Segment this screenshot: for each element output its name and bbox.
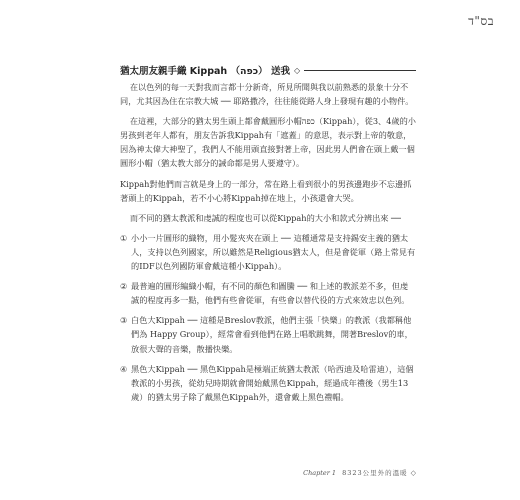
list-item-text: 黑色大Kippah ── 黑色Kippah是極端正統猶太教派（哈西迪及哈雷迪），這個教派的小男孩，從幼兒時期就會開始戴黑色Kippah，經過成年禮後（男生13歲）的猶太男子除了戴黑色Kippah外，還會戴上黑色禮帽。: [131, 363, 414, 402]
kippah-type-list: [120, 231, 416, 404]
body-paragraph: 而不同的猶太教派和虔誠的程度也可以從Kippah的大小和款式分辨出來 ──: [129, 212, 401, 223]
body-paragraph: 在以色列的每一天對我而言都十分新奇，所見所聞與我以前熟悉的景象十分不同，尤其因為住在宗教大城 ── 耶路撒冷，往往能從路人身上發現有趣的小物件。: [120, 82, 414, 107]
footer-chapter: Chapter 1: [303, 468, 337, 477]
list-marker: ①: [120, 232, 128, 243]
hebrew-header-mark: בס"ד: [468, 14, 494, 28]
list-item: [120, 313, 416, 355]
list-marker: ②: [120, 281, 128, 292]
footer-book-title: 8323公里外的溫暖: [342, 469, 408, 477]
list-item: [120, 231, 416, 273]
list-item-text: 白色大Kippah ── 這種是Breslov教派，他們主張「快樂」的教派（我都稱他們為 Happy Group），經常會看到他們在路上唱歌跳舞，開著Breslov的車，放很大聲的音樂，散播快樂。: [131, 315, 413, 354]
paragraph-list: [120, 80, 416, 225]
heading-rule: [304, 70, 416, 71]
section-title: 猶太朋友親手織 Kippah （כפה） 送我: [120, 66, 290, 77]
article-body: [120, 80, 416, 410]
body-paragraph: 在這裡，大部分的猶太男生頭上都會戴圓形小帽כפה（Kippah），從3、4歲的小男孩到老年人都有，朋友告訴我Kippah有「遮蓋」的意思，表示對上帝的敬意，因為神太偉大神聖了，我們人不能用頭直接對著上帝，因此男人們會在頭上戴一個圓形小帽（猶太教大部分的誡命都是男人要遵守）。: [120, 116, 416, 169]
list-item-text: 小小一片圓形的織物，用小髮夾夾在頭上 ── 這種通常是支持錫安主義的猶太人，支持以色列國家，所以雖然是Religious猶太人，但是會從軍（路上常見有的IDF以色列國防軍會戴這種小Kippah）。: [131, 232, 416, 272]
section-heading: [120, 63, 416, 77]
list-item: [120, 279, 416, 307]
body-paragraph: Kippah對他們而言就是身上的一部分，常在路上看到很小的男孩邊跑步不忘邊抓著頭上的Kippah，若不小心將Kippah掉在地上，小孩還會大哭。: [120, 178, 412, 203]
page-footer: [280, 468, 416, 477]
list-marker: ④: [120, 363, 128, 374]
list-marker: ③: [120, 315, 128, 326]
diamond-icon: ◇: [293, 65, 301, 75]
list-item-text: 最普遍的圓形編織小帽，有不同的顏色和圖騰 ── 和上述的教派差不多，但虔誠的程度再多一點，他們有些會從軍，有些會以替代役的方式來效忠以色列。: [131, 281, 410, 306]
list-item: [120, 362, 416, 404]
footer-diamond-icon: ◇: [410, 468, 416, 477]
